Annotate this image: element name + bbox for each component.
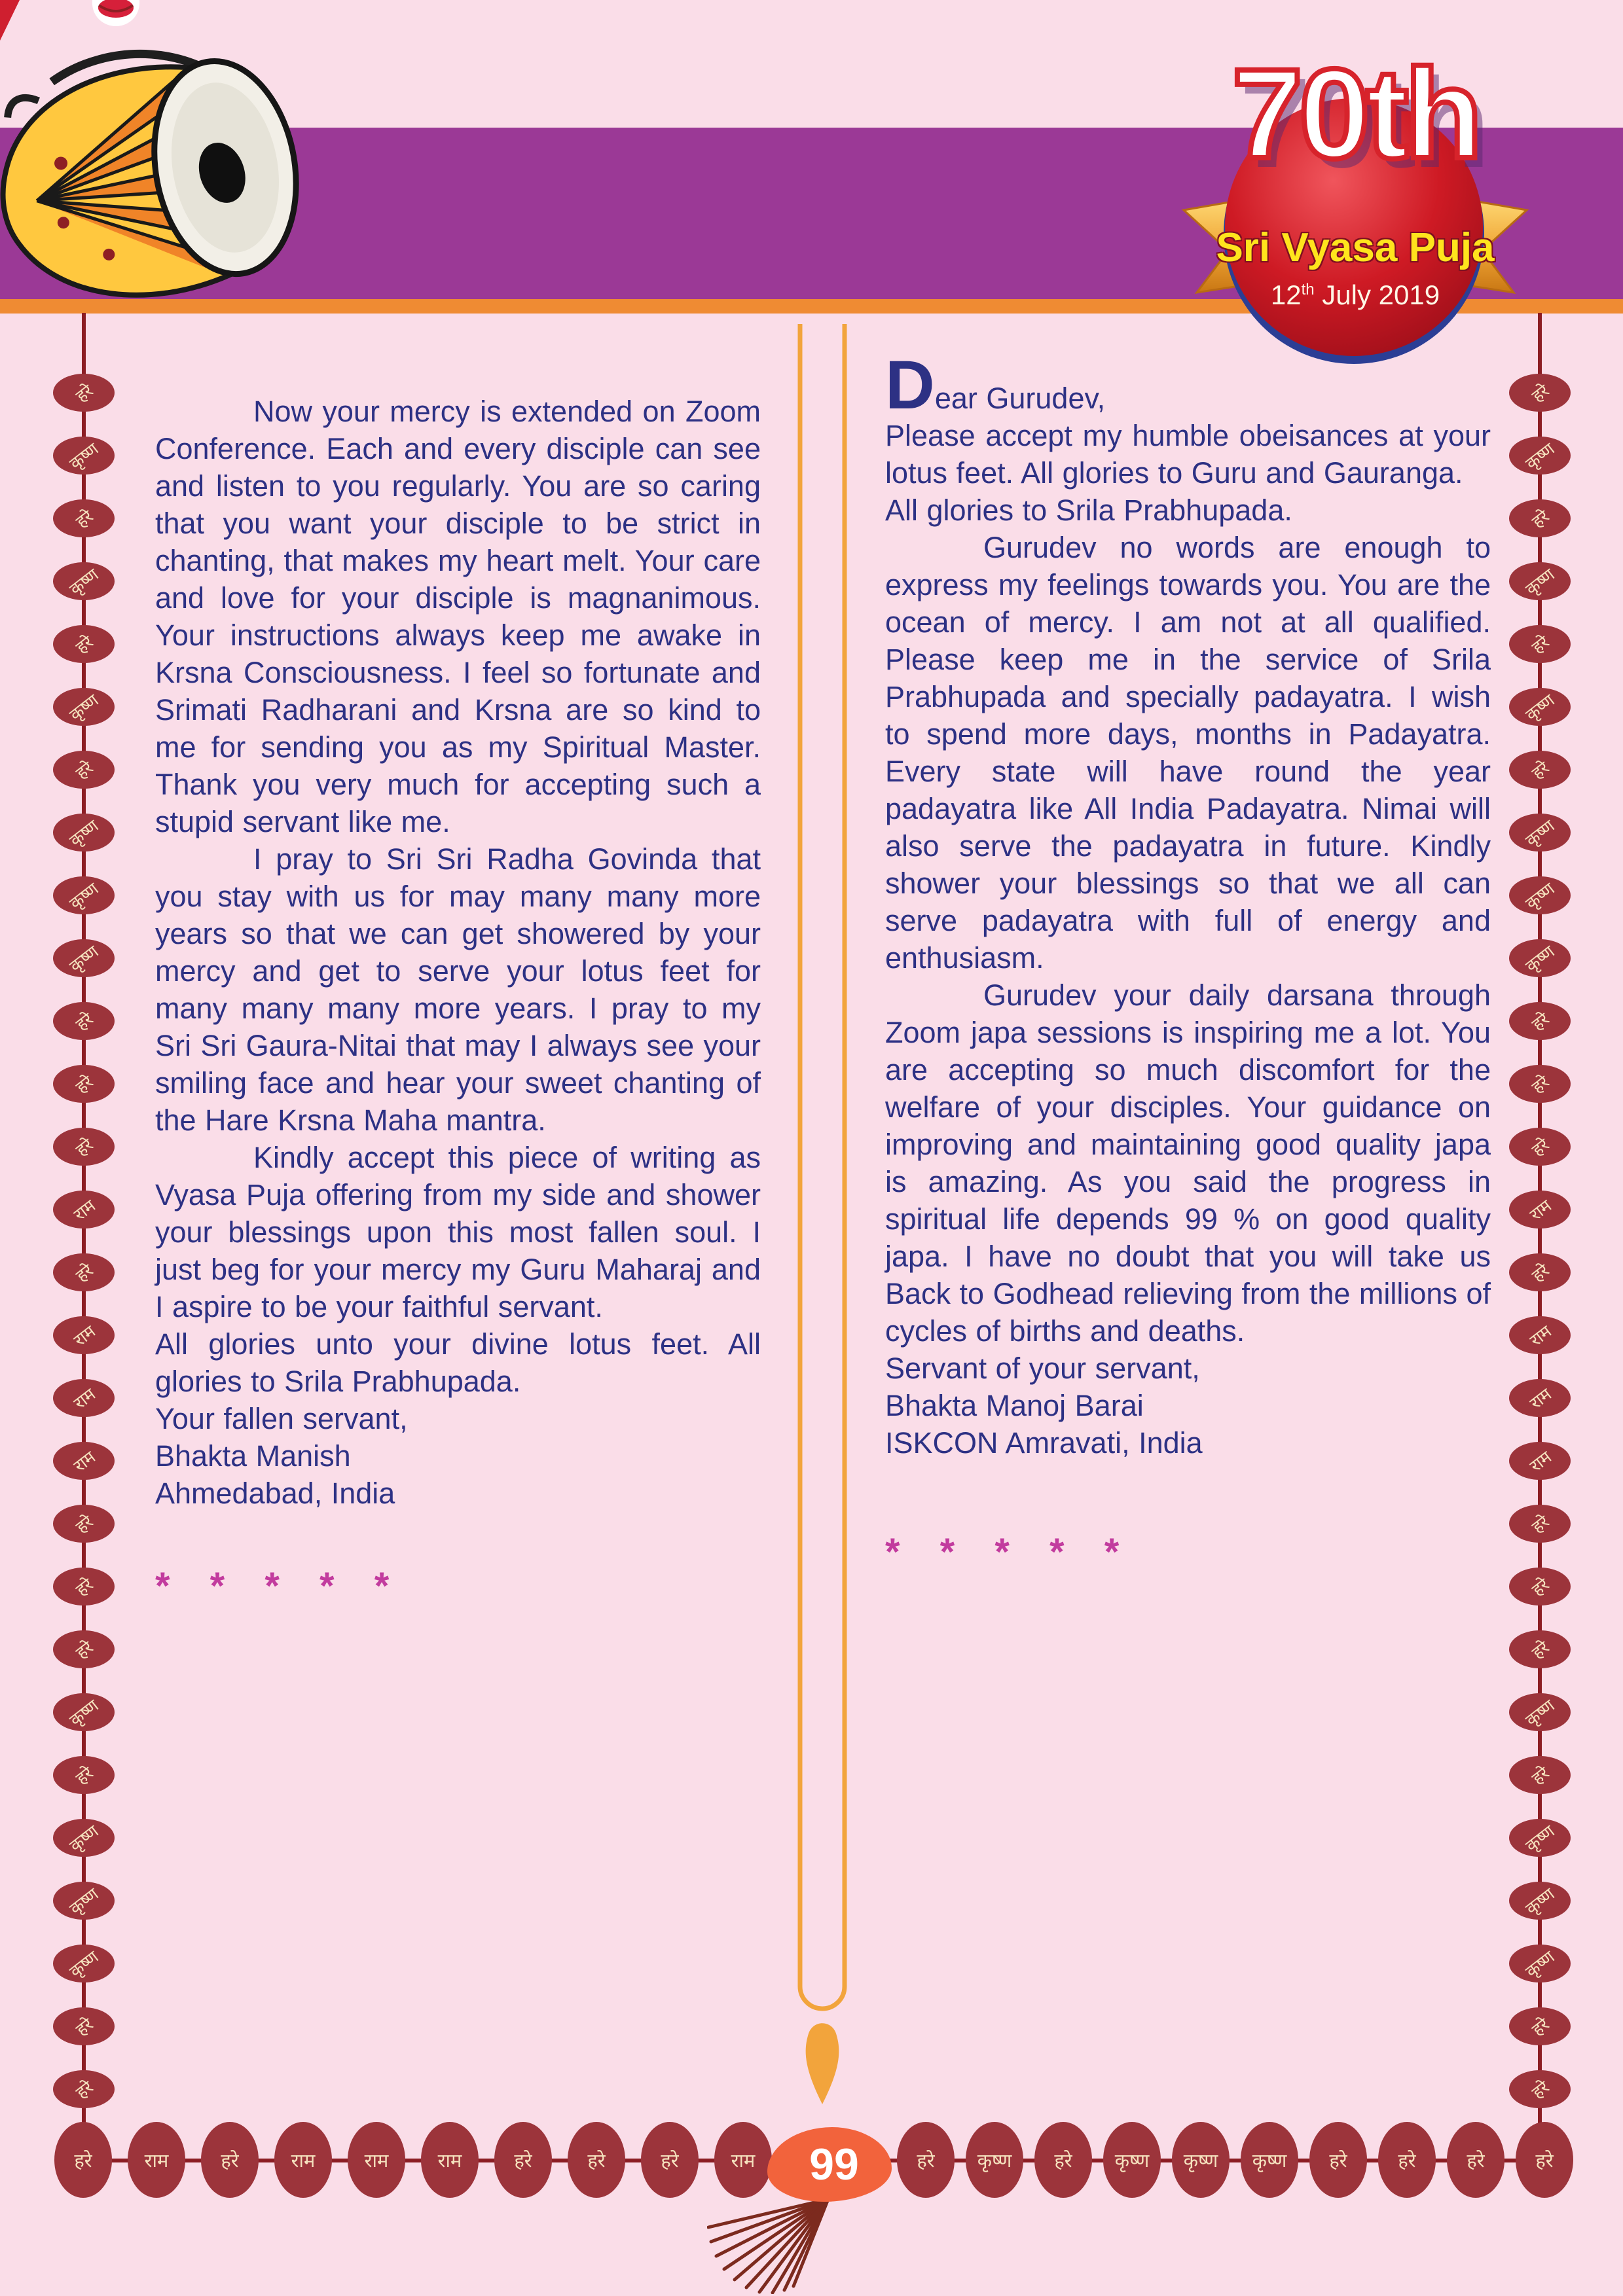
- letter-paragraph: Now your mercy is extended on Zoom Conference. Each and every disciple can see and listen to you regularly. You are so caring that you want your disciple to be strict in chanting, that makes my heart melt. Your care and love for your disciple is magnanimous. Your instructions always keep me awake in Krsna Consciousness. I feel so fortunate and Srimati Radharani and Krsna are so kind to me for sending you as my Spiritual Master. Thank you very much for accepting such a stupid servant like me.: [155, 395, 761, 838]
- mantra-bead: [1509, 1505, 1571, 1543]
- mantra-bead: [1509, 939, 1571, 977]
- mantra-bead-label: हरे: [71, 1009, 97, 1035]
- mantra-bead: [201, 2122, 259, 2198]
- mantra-bead: [1509, 1253, 1571, 1291]
- mantra-bead-label: हरे: [71, 1637, 97, 1663]
- mantra-bead-label: हरे: [1527, 1511, 1553, 1537]
- tassel-brush-icon: [707, 2196, 831, 2294]
- mantra-bead: [128, 2122, 185, 2198]
- mantra-bead: [1516, 2122, 1573, 2198]
- mantra-bead: [1509, 2007, 1571, 2045]
- mantra-bead: [1509, 814, 1571, 852]
- mantra-bead-label: हरे: [71, 2077, 97, 2103]
- mantra-bead: [53, 1316, 115, 1354]
- mantra-bead-label: हरे: [1467, 2150, 1485, 2172]
- letter-author-name: Bhakta Manoj Barai: [885, 1389, 1144, 1422]
- mantra-bead: [53, 437, 115, 475]
- mantra-bead-label: कृष्ण: [977, 2150, 1012, 2172]
- mantra-bead: [53, 876, 115, 914]
- mantra-bead: [1241, 2122, 1298, 2198]
- mantra-bead: [53, 939, 115, 977]
- mantra-bead-label: राम: [1525, 1446, 1555, 1476]
- section-divider-stars: * * * * *: [155, 1565, 404, 1607]
- left-letter: [155, 393, 761, 1605]
- mantra-bead: [53, 1756, 115, 1794]
- mantra-bead-label: हरे: [1527, 1574, 1553, 1600]
- mantra-bead-label: कृष्ण: [1522, 564, 1559, 600]
- mantra-bead: [1509, 1756, 1571, 1794]
- mantra-bead-label: कृष्ण: [1522, 1695, 1559, 1731]
- mantra-bead: [1034, 2122, 1092, 2198]
- mantra-bead: [53, 1568, 115, 1605]
- mantra-bead: [1509, 688, 1571, 726]
- letter-author-place: ISKCON Amravati, India: [885, 1426, 1203, 1460]
- letter-paragraph: All glories unto your divine lotus feet. All glories to Srila Prabhupada.: [155, 1327, 761, 1398]
- mantra-bead-label: हरे: [74, 2150, 92, 2172]
- letter-paragraph: Gurudev no words are enough to express my feelings towards you. You are the ocean of mercy. I am not at all qualified. Please keep me in the service of Srila Prabhupada and specially padayatra. I wish to spend more days, months in Padayatra. Every state will have round the year padayatra like All India Padayatra. Nimai will also serve the padayatra in future. Kindly shower your blessings so that we all can serve padayatra with full of energy and enthusiasm.: [885, 531, 1491, 975]
- mantra-bead: [53, 499, 115, 537]
- mantra-bead: [1309, 2122, 1367, 2198]
- mantra-bead-label: राम: [69, 1384, 99, 1413]
- mantra-bead: [53, 1191, 115, 1229]
- mantra-bead-label: राम: [1525, 1384, 1555, 1413]
- mantra-bead: [1509, 1191, 1571, 1229]
- mantra-bead-label: हरे: [71, 506, 97, 532]
- mantra-bead-label: कृष्ण: [1522, 1946, 1559, 1982]
- mantra-bead-label: कृष्ण: [65, 1884, 103, 1919]
- mantra-bead: [714, 2122, 772, 2198]
- right-letter: [885, 347, 1491, 1573]
- mantra-bead-label: हरे: [1527, 1637, 1553, 1663]
- mantra-bead: [53, 1128, 115, 1166]
- mantra-bead-label: हरे: [71, 1071, 97, 1098]
- mantra-bead: [1509, 625, 1571, 663]
- mantra-bead-label: कृष्ण: [65, 1695, 103, 1731]
- mantra-bead: [1509, 751, 1571, 789]
- mantra-bead-label: हरे: [1527, 1009, 1553, 1035]
- mantra-bead-label: कृष्ण: [65, 878, 103, 914]
- letter-author-name: Bhakta Manish: [155, 1439, 351, 1473]
- mantra-bead: [53, 2070, 115, 2108]
- mantra-bead: [1509, 1945, 1571, 1982]
- mantra-bead: [274, 2122, 332, 2198]
- mantra-bead: [897, 2122, 955, 2198]
- mantra-bead-label: राम: [69, 1321, 99, 1350]
- mantra-bead-label: हरे: [1398, 2150, 1416, 2172]
- mantra-bead-label: कृष्ण: [1522, 439, 1559, 474]
- mantra-bead: [53, 751, 115, 789]
- mantra-bead: [1509, 1128, 1571, 1166]
- mantra-bead: [1378, 2122, 1436, 2198]
- mantra-bead-label: हरे: [71, 1763, 97, 1789]
- mantra-bead-label: राम: [1525, 1321, 1555, 1350]
- mantra-bead-label: राम: [364, 2150, 389, 2172]
- page-number-badge: [767, 2127, 892, 2202]
- mantra-bead-label: कृष्ण: [1114, 2150, 1150, 2172]
- mantra-bead-label: कृष्ण: [1522, 878, 1559, 914]
- section-divider-stars: * * * * *: [885, 1531, 1134, 1573]
- mantra-bead: [641, 2122, 699, 2198]
- letter-author-place: Ahmedabad, India: [155, 1477, 395, 1510]
- mantra-bead: [53, 2007, 115, 2045]
- mantra-bead-label: हरे: [221, 2150, 239, 2172]
- mantra-bead-label: हरे: [71, 632, 97, 658]
- mantra-bead: [53, 1442, 115, 1480]
- mantra-bead-label: हरे: [587, 2150, 606, 2172]
- letter-signoff: Your fallen servant,: [155, 1402, 408, 1435]
- mantra-bead-label: हरे: [661, 2150, 679, 2172]
- mantra-bead: [494, 2122, 552, 2198]
- mantra-bead: [53, 1882, 115, 1920]
- mantra-bead: [1509, 876, 1571, 914]
- mantra-bead-label: हरे: [1527, 1071, 1553, 1098]
- mantra-bead-label: हरे: [1527, 2014, 1553, 2040]
- mantra-bead-label: कृष्ण: [65, 816, 103, 851]
- letter-signoff: Servant of your servant,: [885, 1352, 1200, 1385]
- mantra-bead: [568, 2122, 625, 2198]
- mantra-bead: [1509, 1568, 1571, 1605]
- mantra-bead-label: हरे: [1329, 2150, 1347, 2172]
- mantra-bead: [348, 2122, 405, 2198]
- mantra-bead-label: हरे: [1527, 1134, 1553, 1160]
- mantra-bead-label: राम: [144, 2150, 169, 2172]
- mantra-bead: [53, 814, 115, 852]
- mantra-bead: [53, 1945, 115, 1982]
- badge-subtitle: Sri Vyasa Puja: [1216, 225, 1495, 270]
- mantra-bead-label: कृष्ण: [65, 941, 103, 977]
- mantra-bead: [1509, 1630, 1571, 1668]
- mantra-bead-label: हरे: [1054, 2150, 1072, 2172]
- mantra-bead-label: कृष्ण: [65, 439, 103, 474]
- mantra-bead-label: कृष्ण: [1522, 816, 1559, 851]
- mantra-bead: [1509, 374, 1571, 412]
- mantra-bead-label: हरे: [1527, 632, 1553, 658]
- mantra-bead-label: कृष्ण: [65, 1821, 103, 1856]
- mantra-bead-label: हरे: [1527, 2077, 1553, 2103]
- mantra-bead: [53, 1379, 115, 1417]
- page-number: 99: [809, 2140, 859, 2189]
- letter-paragraph: Please accept my humble obeisances at your lotus feet. All glories to Guru and Gauranga.: [885, 419, 1491, 490]
- mantra-bead-label: कृष्ण: [1183, 2150, 1218, 2172]
- mantra-bead: [53, 1253, 115, 1291]
- mantra-bead-label: हरे: [1535, 2150, 1554, 2172]
- mantra-bead: [1509, 1316, 1571, 1354]
- mantra-bead-label: राम: [69, 1446, 99, 1476]
- mantra-bead: [53, 1693, 115, 1731]
- badge-title: 70th: [1231, 43, 1479, 185]
- mantra-bead: [1509, 1002, 1571, 1040]
- mantra-bead-label: राम: [291, 2150, 316, 2172]
- mantra-bead: [53, 374, 115, 412]
- mantra-bead-label: कृष्ण: [1522, 941, 1559, 977]
- letter-paragraph: All glories to Srila Prabhupada.: [885, 493, 1292, 527]
- mantra-bead: [53, 1065, 115, 1103]
- letter-paragraph: Gurudev your daily darsana through Zoom japa sessions is inspiring me a lot. You are accepting so much discomfort for the welfare of your disciples. Your guidance on improving and maintaining good quality japa is amazing. As you said the progress in spiritual life depends 99 % on good quality japa. I have no doubt that you will take us Back to Godhead relieving from the millions of cycles of births and deaths.: [885, 978, 1491, 1348]
- right-mantra-bead-border: [1509, 374, 1571, 2108]
- mantra-bead: [1447, 2122, 1504, 2198]
- mantra-bead-label: राम: [731, 2150, 756, 2172]
- badge-date: 12th July 2019: [1270, 279, 1440, 310]
- mantra-bead: [1509, 437, 1571, 475]
- mantra-bead: [54, 2122, 112, 2198]
- mantra-bead: [1509, 1379, 1571, 1417]
- mantra-bead: [966, 2122, 1023, 2198]
- mantra-bead-label: कृष्ण: [65, 690, 103, 725]
- mantra-bead-label: कृष्ण: [65, 1946, 103, 1982]
- mantra-bead-label: हरे: [1527, 506, 1553, 532]
- mantra-bead-label: हरे: [1527, 380, 1553, 406]
- bottom-left-mantra-beads: [54, 2122, 772, 2198]
- mantra-bead-label: हरे: [917, 2150, 935, 2172]
- mantra-bead-label: हरे: [1527, 1260, 1553, 1286]
- mantra-bead: [53, 1819, 115, 1857]
- mantra-bead-label: राम: [69, 1195, 99, 1225]
- mantra-bead-label: राम: [1525, 1195, 1555, 1225]
- mantra-bead: [53, 688, 115, 726]
- mantra-bead-label: कृष्ण: [1522, 1821, 1559, 1856]
- mantra-bead-label: हरे: [71, 1134, 97, 1160]
- mridanga-drum-icon: [0, 20, 331, 327]
- mantra-bead: [1509, 2070, 1571, 2108]
- vyasa-puja-70th-badge: [1172, 43, 1539, 370]
- mantra-bead: [1509, 562, 1571, 600]
- mantra-bead: [53, 562, 115, 600]
- mantra-bead-label: हरे: [1527, 1763, 1553, 1789]
- mantra-bead: [1509, 1693, 1571, 1731]
- mantra-bead: [1509, 1442, 1571, 1480]
- mantra-bead-label: राम: [437, 2150, 462, 2172]
- mantra-bead-label: हरे: [514, 2150, 532, 2172]
- mantra-bead-label: हरे: [71, 380, 97, 406]
- mantra-bead-label: हरे: [71, 2014, 97, 2040]
- mantra-bead-label: हरे: [71, 1511, 97, 1537]
- mantra-bead: [1103, 2122, 1161, 2198]
- mantra-bead: [1509, 1065, 1571, 1103]
- dropcap-initial: D: [885, 347, 935, 423]
- mantra-bead: [421, 2122, 479, 2198]
- mantra-bead: [1509, 499, 1571, 537]
- mantra-bead-label: कृष्ण: [1522, 1884, 1559, 1919]
- column-divider: [786, 324, 864, 2130]
- mantra-bead-label: हरे: [71, 1260, 97, 1286]
- mantra-bead: [53, 625, 115, 663]
- mantra-bead-label: हरे: [1527, 757, 1553, 783]
- letter-paragraph: I pray to Sri Sri Radha Govinda that you stay with us for may many many more years so that we can get showered by your mercy and get to serve your lotus feet for many many many more years. I pray to my Sri Sri Gaura-Nitai that may I always see your smiling face and hear your sweet chanting of the Hare Krsna Maha mantra.: [155, 842, 761, 1137]
- mantra-bead: [53, 1505, 115, 1543]
- mantra-bead-label: हरे: [71, 1574, 97, 1600]
- mantra-bead-label: कृष्ण: [65, 564, 103, 600]
- letter-salutation: Dear Gurudev,: [885, 347, 1106, 423]
- mantra-bead-label: कृष्ण: [1522, 690, 1559, 725]
- mantra-bead: [1509, 1819, 1571, 1857]
- mantra-bead: [53, 1002, 115, 1040]
- mantra-bead: [1172, 2122, 1230, 2198]
- mantra-bead-label: हरे: [71, 757, 97, 783]
- mantra-bead: [1509, 1882, 1571, 1920]
- mantra-bead: [53, 1630, 115, 1668]
- bottom-right-mantra-beads: [897, 2122, 1573, 2198]
- left-mantra-bead-border: [53, 374, 115, 2108]
- mantra-bead-label: कृष्ण: [1252, 2150, 1287, 2172]
- letter-paragraph: Kindly accept this piece of writing as Vyasa Puja offering from my side and shower your blessings upon this most fallen soul. I just beg for your mercy my Guru Maharaj and I aspire to be your faithful servant.: [155, 1141, 761, 1323]
